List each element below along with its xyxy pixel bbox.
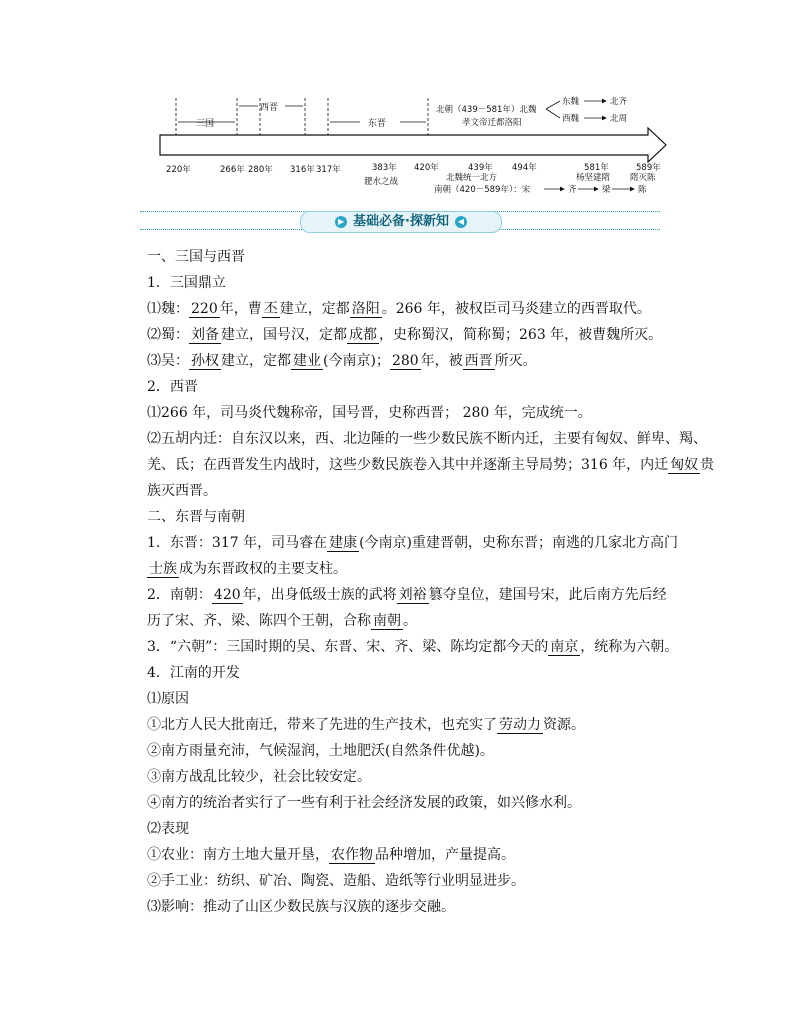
text: ，统称为六朝。 [580, 639, 679, 655]
answer-blank: 农作物 [331, 847, 373, 863]
year-label: 317年 [316, 165, 341, 175]
text: 3．“六朝”：三国时期的吴、东晋、宋、齐、梁、陈均定都今天的 [147, 639, 549, 655]
text: 历了宋、齐、梁、陈四个王朝，合称 [147, 613, 371, 629]
text: 品种增加，产量提高。 [375, 847, 515, 863]
subsection-title: 2．西晋 [147, 379, 198, 395]
answer-blank: 刘裕 [398, 587, 427, 603]
answer-blank: 士族 [149, 561, 177, 577]
xiaowen-label: 孝文帝迁都洛阳 [462, 118, 522, 128]
year-label: 439年 [468, 163, 493, 173]
xijin-line-1: ⑴266 年，司马炎代魏称帝，国号晋，史称西晋； 280 年，完成统一。 [147, 405, 592, 421]
wei-line [147, 296, 667, 322]
text: 年，被 [420, 353, 463, 369]
answer-blank: 220 [191, 301, 218, 317]
year-label: 589年 [636, 163, 661, 173]
label-xijin: 西晋 [260, 103, 279, 113]
subsection-title: 4．江南的开发 [147, 665, 240, 681]
text: ⑴魏： [147, 301, 189, 317]
text: (今南京)重建晋朝，史称东晋；南逃的几家北方高门 [359, 535, 679, 551]
text: 所灭。 [494, 353, 537, 369]
subheading: ⑵表现 [147, 821, 189, 837]
text: 资源。 [543, 717, 585, 733]
west-wei-label: 西魏 [562, 114, 580, 124]
text: ⑶吴： [147, 353, 189, 369]
text: 。 [403, 613, 417, 629]
label-sanguo: 三国 [196, 119, 215, 129]
text: 年，出身低级士族的武将 [242, 587, 397, 603]
text: 。266 年，被权臣司马炎建立的西晋取代。 [381, 301, 651, 317]
text: 成为东晋政权的主要支柱。 [179, 561, 347, 577]
text: 贵 [700, 457, 715, 473]
subsection-title: 1．三国鼎立 [147, 275, 226, 291]
agriculture-line [147, 842, 667, 868]
south-qi-label: 齐 [568, 185, 577, 195]
text: ①北方人民大批南迁，带来了先进的生产技术，也充实了 [147, 717, 497, 733]
answer-blank: 成都 [349, 327, 377, 343]
text: 2．南朝： [147, 587, 212, 603]
south-chen-label: 陈 [638, 185, 647, 195]
reason-3: ③南方战乱比较少，社会比较安定。 [147, 769, 371, 785]
text: (今南京)； [323, 353, 390, 369]
answer-blank: 洛阳 [351, 301, 380, 317]
text: 建立，国号汉，定都 [221, 327, 347, 343]
year-label: 220年 [166, 165, 191, 175]
answer-blank: 丕 [263, 301, 278, 317]
answer-blank: 建康 [329, 535, 358, 551]
text: 1．东晋：317 年，司马睿在 [147, 535, 328, 551]
text: 羌、氐；在西晋发生内战时，这些少数民族卷入其中并逐渐主导局势；316 年，内迁 [147, 457, 669, 473]
answer-blank: 孙权 [191, 353, 219, 369]
wuhu-line-2 [147, 452, 715, 478]
content-body [147, 244, 715, 920]
answer-blank: 劳动力 [499, 717, 541, 733]
text: 建立，定都 [279, 301, 350, 317]
north-zhou-label: 北周 [610, 114, 628, 124]
answer-blank: 刘备 [191, 327, 219, 343]
answer-blank: 280 [391, 353, 419, 369]
label-dongjin: 东晋 [368, 119, 387, 129]
text: ，史称蜀汉，简称蜀；263 年，被曹魏所灭。 [379, 327, 663, 343]
dongjin-line-2 [147, 556, 667, 582]
south-liang-label: 梁 [602, 185, 611, 195]
year-label: 280年 [248, 165, 273, 175]
influence-line: ⑶影响：推动了山区少数民族与汉族的逐步交融。 [147, 899, 455, 915]
yangjian-label: 杨坚建隋 [576, 173, 611, 183]
sui-chen-label: 隋灭陈 [630, 173, 656, 183]
year-label: 383年 [372, 163, 397, 173]
year-label: 494年 [512, 163, 537, 173]
north-dynasty-label: 北朝（439－581年）北魏 [436, 105, 537, 115]
play-icon: ▶ [335, 216, 347, 228]
section-header [140, 205, 660, 235]
timeline-bar [160, 128, 666, 162]
text: 建立，定都 [221, 353, 291, 369]
wuhu-line-1: ⑵五胡内迁：自东汉以来，西、北边陲的一些少数民族不断内迁，主要有匈奴、鲜卑、羯、 [147, 431, 707, 447]
section-header-title: 基础必备·探新知 [353, 214, 449, 229]
text: ①农业：南方土地大量开垦， [147, 847, 329, 863]
year-label: 420年 [414, 163, 439, 173]
northwei-unify-label: 北魏统一北方 [446, 173, 498, 183]
year-label: 581年 [584, 163, 609, 173]
reason-4: ④南方的统治者实行了一些有利于社会经济发展的政策，如兴修水利。 [147, 795, 581, 811]
subheading: ⑴原因 [147, 691, 189, 707]
east-wei-label: 东魏 [562, 97, 580, 107]
dongjin-line-1 [147, 530, 679, 556]
answer-blank: 建业 [293, 353, 321, 369]
section-title: 一、三国与西晋 [147, 249, 245, 265]
text: 篡夺皇位，建国号宋，此后南方先后经 [428, 587, 667, 603]
answer-blank: 匈奴 [670, 457, 699, 473]
reason-1 [147, 712, 667, 738]
handicraft-line: ②手工业：纺织、矿冶、陶瓷、造船、造纸等行业明显进步。 [147, 873, 525, 889]
shu-line [147, 322, 667, 348]
section-title: 二、东晋与南朝 [147, 509, 245, 525]
text: ⑵蜀： [147, 327, 189, 343]
north-qi-label: 北齐 [610, 97, 628, 107]
year-label: 266年 [220, 165, 245, 175]
text: 年，曹 [219, 301, 262, 317]
year-label: 316年 [290, 165, 315, 175]
south-dynasty-label: 南朝（420－589年）：宋 [434, 185, 531, 195]
back-icon: ◀ [455, 216, 467, 228]
feishui-label: 淝水之战 [364, 177, 399, 187]
dynasty-timeline [150, 90, 680, 200]
answer-blank: 南朝 [373, 613, 401, 629]
wu-line [147, 348, 667, 374]
liuchao-line [147, 634, 679, 660]
wuhu-line-3: 族灭西晋。 [147, 483, 217, 499]
nanchao-line-1 [147, 582, 667, 608]
answer-blank: 西晋 [464, 353, 493, 369]
nanchao-line-2 [147, 608, 667, 634]
answer-blank: 南京 [550, 639, 579, 655]
reason-2: ②南方雨量充沛，气候湿润，土地肥沃(自然条件优越)。 [147, 743, 494, 759]
section-header-pill [300, 211, 502, 233]
answer-blank: 420 [213, 587, 241, 603]
